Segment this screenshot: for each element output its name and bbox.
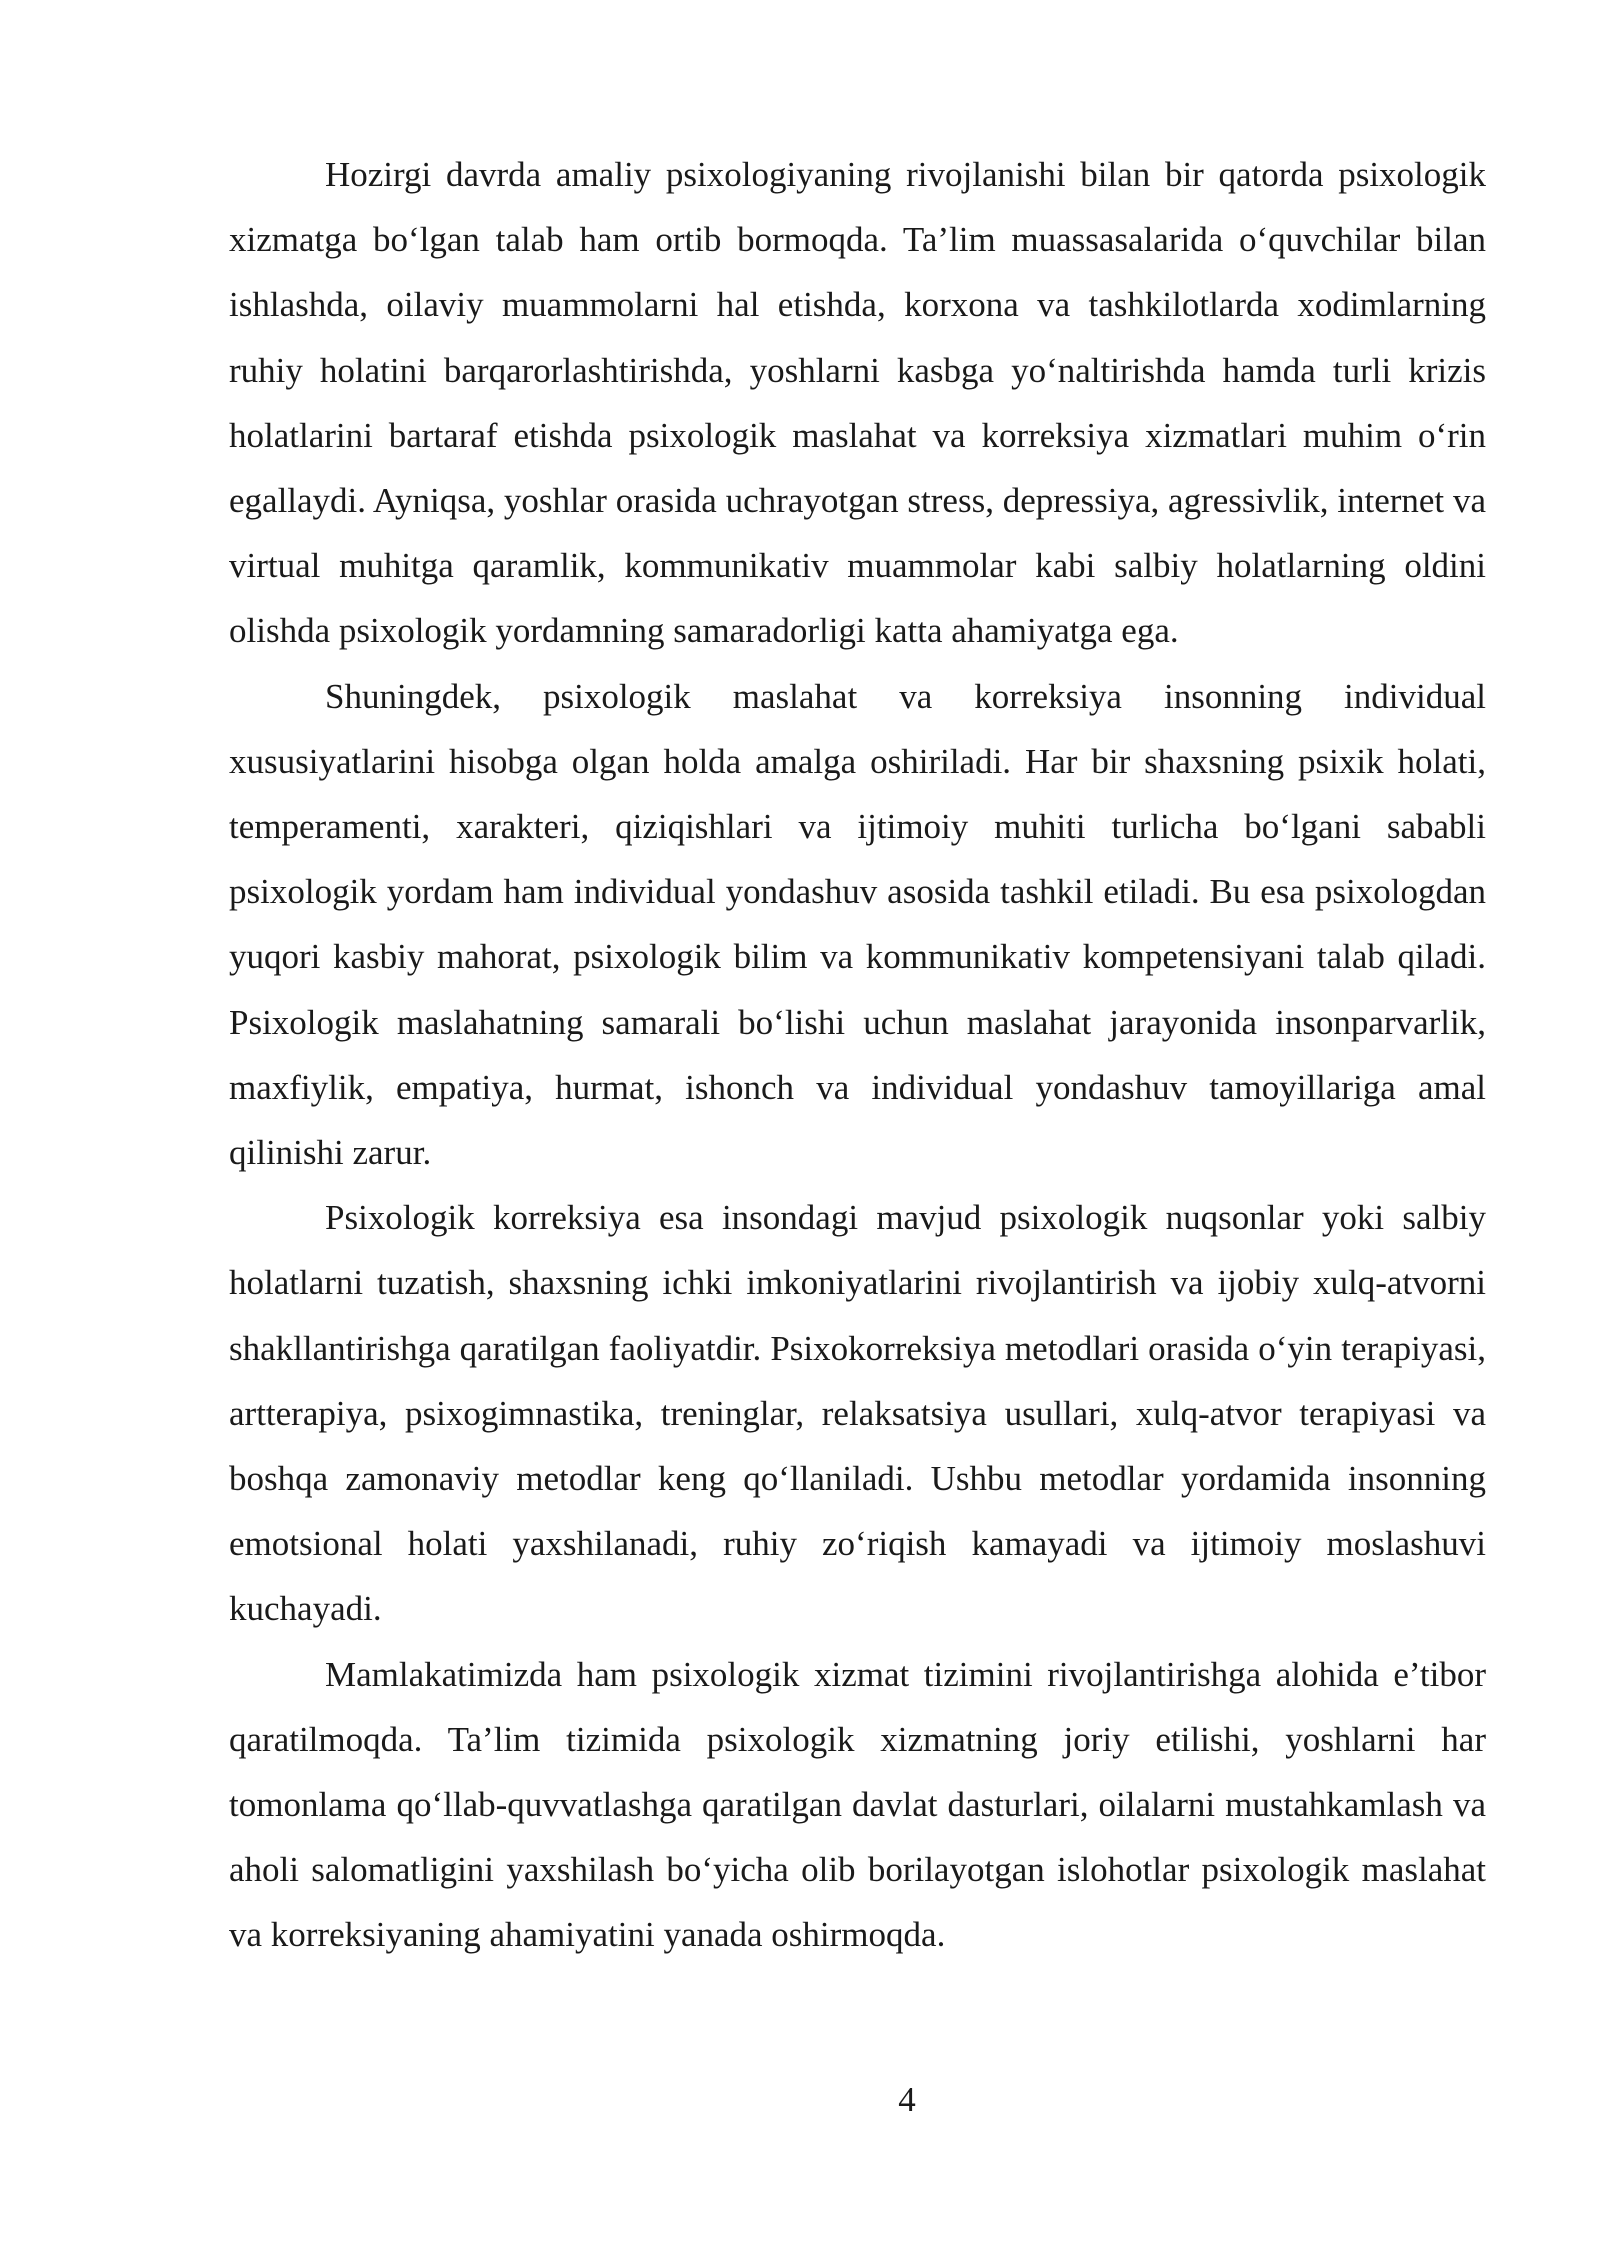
- paragraph-4: Mamlakatimizda ham psixologik xizmat tizimini rivojlantirishga alohida e’tibor qaratilmoqda. Ta’lim tizimida psixologik xizmatning joriy etilishi, yoshlarni har tomonlama qo‘llab-quvvatlashga qaratilgan davlat dasturlari, oilalarni mustahkamlash va aholi salomatligini yaxshilash bo‘yicha olib borilayotgan islohotlar psixologik maslahat va korreksiyaning ahamiyatini yanada oshirmoqda.: [229, 1654, 1486, 1955]
- paragraph-3: Psixologik korreksiya esa insondagi mavjud psixologik nuqsonlar yoki salbiy holatlarni tuzatish, shaxsning ichki imkoniyatlarini rivojlantirish va ijobiy xulq-atvorni shakllantirishga qaratilgan faoliyatdir. Psixokorreksiya metodlari orasida o‘yin terapiyasi, artterapiya, psixogimnastika, treninglar, relaksatsiya usullari, xulq-atvor terapiyasi va boshqa zamonaviy metodlar keng qo‘llaniladi. Ushbu metodlar yordamida insonning emotsional holati yaxshilanadi, ruhiy zo‘riqish kamayadi va ijtimoiy moslashuvi kuchayadi.: [229, 1198, 1486, 1629]
- document-body: [229, 142, 1486, 1968]
- paragraph-2: Shuningdek, psixologik maslahat va korreksiya insonning individual xususiyatlarini hisobga olgan holda amalga oshiriladi. Har bir shaxsning psixik holati, temperamenti, xarakteri, qiziqishlari va ijtimoiy muhiti turlicha bo‘lgani sababli psixologik yordam ham individual yondashuv asosida tashkil etiladi. Bu esa psixologdan yuqori kasbiy mahorat, psixologik bilim va kommunikativ kompetensiyani talab qiladi. Psixologik maslahatning samarali bo‘lishi uchun maslahat jarayonida insonparvarlik, maxfiylik, empatiya, hurmat, ishonch va individual yondashuv tamoyillariga amal qilinishi zarur.: [229, 676, 1486, 1173]
- page-number: 4: [898, 2080, 916, 2119]
- paragraph-1: Hozirgi davrda amaliy psixologiyaning rivojlanishi bilan bir qatorda psixologik xizmatga bo‘lgan talab ham ortib bormoqda. Ta’lim muassasalarida o‘quvchilar bilan ishlashda, oilaviy muammolarni hal etishda, korxona va tashkilotlarda xodimlarning ruhiy holatini barqarorlashtirishda, yoshlarni kasbga yo‘naltirishda hamda turli krizis holatlarini bartaraf etishda psixologik maslahat va korreksiya xizmatlari muhim o‘rin egallaydi. Ayniqsa, yoshlar orasida uchrayotgan stress, depressiya, agressivlik, internet va virtual muhitga qaramlik, kommunikativ muammolar kabi salbiy holatlarning oldini olishda psixologik yordamning samaradorligi katta ahamiyatga ega.: [229, 155, 1486, 651]
